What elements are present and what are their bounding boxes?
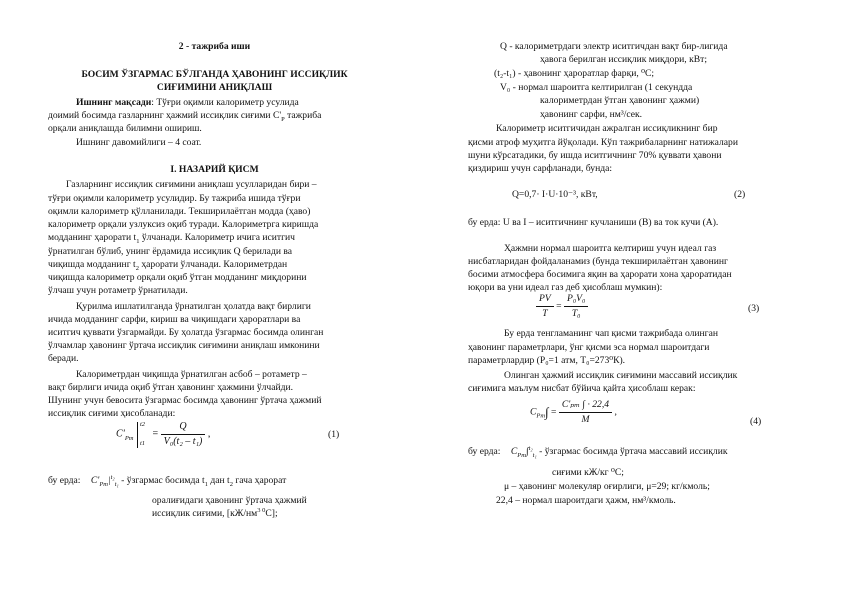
eq4-numerator: C'ₚₘ ∫ · 22,4 [559, 398, 612, 413]
eq4-where-line-2: сиғими кЖ/кг ⁰С; [552, 467, 624, 478]
eq1-numerator: Q [161, 420, 206, 435]
p1-line: ўрнатилган бўлиб, унинг ёрдамида иссиқлик Q берилади ва [48, 246, 293, 257]
eq1-lhs-sub: Pm [124, 434, 134, 442]
eq4-fraction [559, 398, 612, 427]
where-text: дан t [207, 475, 230, 486]
p2-line: ичида модданинг сарфи, кириш ва чиқишдаги ҳароратлари ва [48, 314, 301, 325]
eq4-number: (4) [750, 416, 762, 427]
p1-text: модданинг ҳарорати t [48, 232, 137, 243]
p1-line: оқимли калориметр қўлланилади. Текширилаётган модда (ҳаво) [48, 206, 311, 217]
where-line-3 [152, 507, 278, 521]
p3-line: Калориметрдан чиқишда ўрнатилган асбоб – ротаметр – [76, 369, 307, 380]
q-def-1: Q - калориметрдаги электр иситгичдан вақт бир-лигида [500, 41, 728, 52]
p5-line: Ҳажмни нормал шароитга келтириш учун идеал газ [504, 243, 717, 254]
where-line-2: оралиғидаги ҳавонинг ўртача ҳажмий [152, 495, 307, 506]
eq1-limits [137, 422, 148, 448]
where-text: С]; [265, 508, 278, 519]
lab-number: 2 - тажриба иши [178, 41, 251, 52]
p2-line: Қурилма ишлатилганда ўрнатилган ҳолатда вақт бирлиги [76, 301, 311, 312]
p7-line: сиғимига маълум нисбат бўйича қайта ҳисоблаш керак: [468, 383, 696, 394]
p1-text: ҳарорати ўлчанади. Калориметрдан [138, 259, 288, 270]
p1-line: калориметр орқали узлуксиз оқиб туради. Калориметрга киришда [48, 219, 319, 230]
vol-def: 22,4 – нормал шароитдаги ҳажм, нм³/кмоль. [496, 495, 676, 506]
p5-line: юқори ва уни идеал газ деб ҳисоблаш мумкин): [468, 282, 663, 293]
eq1-number: (1) [328, 429, 340, 440]
eq4-where-label: бу ерда: [468, 446, 501, 457]
eq1-upper: t2 [139, 420, 146, 428]
where-symbol: $C'_{Pm}|^{t_2}_{t_1}$ [90, 473, 119, 488]
aim-line-2 [48, 109, 321, 123]
p5-line: нисбатларидан фойдаланамиз (бунда текширилаётган ҳавонинг [468, 256, 728, 267]
p1-line [48, 231, 295, 245]
equation-2: Q=0,7· I·U·10⁻³, кВт, [512, 189, 598, 200]
eq3-num-right: P₀V₀ [564, 292, 588, 307]
p4-line: шуни кўрсатадики, бу ишда иситгичнинг 70% қуввати ҳавони [468, 150, 722, 161]
p1-text: ўлчанади. Калориметр ичига иситгич [139, 232, 295, 243]
where-label: бу ерда: [48, 475, 81, 486]
title-line-1: БОСИМ ЎЗГАРМАС БЎЛГАНДА ҲАВОНИНГ ИССИҚЛИК [81, 69, 348, 80]
p3-line: вақт бирлиги ичида оқиб ўтган ҳавонинг ҳажмини ўлчайди. [48, 382, 294, 393]
aim-label: Ишнинг мақсади [76, 97, 152, 108]
p3-line: иссиқлик сиғими ҳисобланади: [48, 408, 176, 419]
equation-4: $C_{Pm}\int$ = $\frac{\text{C'ₚₘ ∫ · 22,4}}{M}$ , [530, 399, 617, 425]
where-text: иссиқлик сиғими, [кЖ/нм [152, 508, 258, 519]
p4-line: қисми атроф муҳитга йўқолади. Кўп тажрибаларнинг натижалари [468, 137, 738, 148]
p4-line: Калориметр иситгичидан ажралган иссиқликнинг бир [496, 123, 718, 134]
aim-sub: P [281, 115, 285, 123]
p1-line: тўғри оқимли калориметр усулидир. Бу тажриба ишида тўғри [48, 193, 301, 204]
eq1-fraction [161, 420, 206, 449]
eq1-lower: t1 [139, 439, 146, 447]
p2-line: беради. [48, 353, 79, 364]
eq1-denominator: V₀(t₂ – t₁) [163, 436, 203, 447]
eq3-den-right: T₀ [571, 308, 581, 319]
equation-1: $C'_{Pm}$ t2 t1 = $\frac{Q}{\text{V₀(t₂ – t₁)}}$ , [116, 420, 210, 449]
eq1-lhs: C' [116, 428, 125, 440]
mu-def: μ – ҳавонинг молекуляр оғирлиги, μ=29; кг/кмоль; [504, 481, 710, 492]
p1-line: чиқишда калориметр орқали оқиб ўтган модданинг миқдорини [48, 272, 307, 283]
eq4-lhs-sub: Pm [536, 412, 546, 420]
aim-line [76, 96, 299, 110]
eq4-where-symbol: $C_{Pm}\int^{t_2}_{t_1}$ [510, 444, 537, 459]
q-def-2: ҳавога берилган иссиқлик миқдори, кВт; [540, 54, 707, 65]
p3-line: Шунинг учун бевосита ўзгармас босимда ҳавонинг ўртача ҳажмий [48, 395, 322, 406]
where-text: гача ҳарорат [232, 475, 287, 486]
p5-line: босими атмосфера босимига яқин ва ҳарорати хона ҳароратидан [468, 269, 732, 280]
t-def: (t₂-t₁) - ҳавонинг ҳароратлар фарқи, ⁰С; [494, 68, 655, 79]
where-line-1: бу ерда: $C'_{Pm}|^{t_2}_{t_1}$ - ўзгармас босимда $t_1$ дан $t_2$ гача ҳарорат [48, 473, 287, 488]
t2-sub: 2 [135, 264, 139, 272]
p1-line [48, 258, 287, 272]
aim-text-2: доимий босимда газларнинг ҳажмий иссиқлик сиғими С' [48, 110, 282, 121]
section-title: I. НАЗАРИЙ ҚИСМ [170, 164, 259, 175]
eq2-number: (2) [734, 189, 746, 200]
eq3-num-left: PV [536, 292, 554, 307]
v-def-2: калориметрдан ўтган ҳавонинг ҳажми) [540, 95, 700, 106]
eq3-right-fraction [564, 292, 588, 321]
aim-line-3: орқали аниқлашда билимни ошириш. [48, 123, 202, 134]
v-def-1: V₀ - нормал шароитга келтирилган (1 секундда [500, 82, 693, 93]
p4-line: қиздириш учун сарфланади, бунда: [468, 163, 613, 174]
eq4-where-line [468, 445, 728, 459]
eq3-number: (3) [748, 303, 760, 314]
eq3-left-fraction [536, 292, 554, 321]
p1-line: Газларнинг иссиқлик сиғимини аниқлаш усулларидан бири – [66, 179, 317, 190]
p7-line: Олинган ҳажмий иссиқлик сиғимини массавий иссиқлик [504, 370, 738, 381]
equation-3: $\frac{PV}{T}$ = $\frac{\text{P₀V₀}}{\text{T₀}}$ [536, 292, 588, 321]
v-def-3: ҳавонинг сарфи, нм³/сек. [540, 109, 643, 120]
eq4-denominator: M [581, 414, 590, 425]
p6-line: ҳавонинг параметрлари, ўнг қисми эса нормал шароитдаги [468, 342, 710, 353]
eq3-den-left: T [542, 308, 548, 319]
p6-line: Бу ерда тенгламанинг чап қисми тажрибада олинган [504, 328, 719, 339]
where-sup: 3 0 [257, 506, 266, 514]
title-line-2: СИҒИМИНИ АНИҚЛАШ [156, 82, 273, 93]
p1-text: чиқишда модданинг t [48, 259, 136, 270]
t1-sub: 1 [136, 237, 140, 245]
aim-text-1: : Тўғри оқимли калориметр усулида [151, 97, 299, 108]
where-text: - ўзгармас босимда t [118, 475, 205, 486]
aim-text-3: тажриба [284, 110, 322, 121]
p2-line: иситгич қуввати ўзгармайди. Бу ҳолатда ўзгармас босимда олинган [48, 327, 324, 338]
p6-line: параметрлардир (P₀=1 атм, T₀=273⁰К). [468, 355, 626, 366]
eq2-where: бу ерда: U ва I – иситгичнинг кучланиши (В) ва ток кучи (А). [468, 217, 719, 228]
duration: Ишнинг давомийлиги – 4 соат. [76, 137, 202, 148]
p1-line: ўлчаш учун ротаметр ўрнатилади. [48, 285, 188, 296]
eq4-lhs: C [530, 406, 537, 418]
eq4-where-text: - ўзгармас босимда ўртача массавий иссиқлик [536, 446, 728, 457]
p2-line: ўлчамлар ҳавонинг ўртача иссиқлик сиғимини аниқлаш имконини [48, 340, 320, 351]
